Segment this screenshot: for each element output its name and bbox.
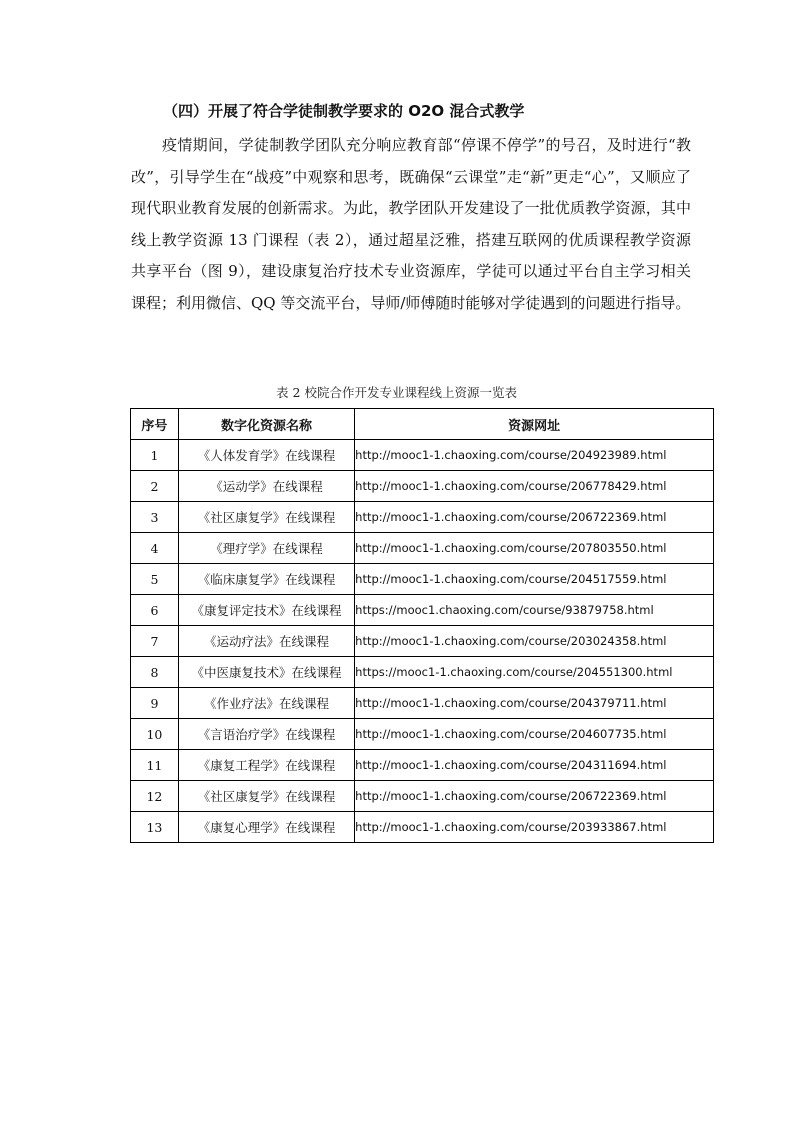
row-resource-name: 《社区康复学》在线课程 — [178, 502, 354, 533]
row-resource-name: 《康复工程学》在线课程 — [178, 750, 354, 781]
row-resource-url: http://mooc1-1.chaoxing.com/course/206722369.html — [355, 502, 714, 533]
table-caption: 表 2 校院合作开发专业课程线上资源一览表 — [276, 385, 517, 400]
row-index: 6 — [131, 595, 179, 626]
table-row — [131, 812, 714, 843]
row-index: 12 — [131, 781, 179, 812]
resource-table — [130, 408, 714, 843]
row-resource-name: 《运动学》在线课程 — [178, 471, 354, 502]
row-resource-name: 《人体发育学》在线课程 — [178, 440, 354, 471]
row-index: 9 — [131, 688, 179, 719]
table-row — [131, 750, 714, 781]
table-row — [131, 657, 714, 688]
row-index: 11 — [131, 750, 179, 781]
row-resource-name: 《中医康复技术》在线课程 — [178, 657, 354, 688]
row-resource-name: 《康复心理学》在线课程 — [178, 812, 354, 843]
row-resource-url: http://mooc1-1.chaoxing.com/course/204607735.html — [355, 719, 714, 750]
row-resource-url: http://mooc1-1.chaoxing.com/course/206722369.html — [355, 781, 714, 812]
row-resource-url: http://mooc1-1.chaoxing.com/course/207803550.html — [355, 533, 714, 564]
row-resource-url: http://mooc1-1.chaoxing.com/course/204923989.html — [355, 440, 714, 471]
row-resource-name: 《临床康复学》在线课程 — [178, 564, 354, 595]
row-index: 10 — [131, 719, 179, 750]
table-row — [131, 533, 714, 564]
row-index: 13 — [131, 812, 179, 843]
header-resource-url: 资源网址 — [355, 409, 714, 440]
row-index: 5 — [131, 564, 179, 595]
table-row — [131, 564, 714, 595]
table-row — [131, 626, 714, 657]
table-row — [131, 440, 714, 471]
row-resource-name: 《康复评定技术》在线课程 — [178, 595, 354, 626]
row-index: 2 — [131, 471, 179, 502]
table-row — [131, 471, 714, 502]
table-row — [131, 595, 714, 626]
section-heading: （四）开展了符合学徒制教学要求的 O2O 混合式教学 — [163, 102, 525, 120]
header-index: 序号 — [131, 409, 179, 440]
row-resource-url: http://mooc1-1.chaoxing.com/course/203024358.html — [355, 626, 714, 657]
row-resource-url: https://mooc1.chaoxing.com/course/93879758.html — [355, 595, 714, 626]
table-row — [131, 719, 714, 750]
table-row — [131, 781, 714, 812]
row-index: 4 — [131, 533, 179, 564]
row-index: 1 — [131, 440, 179, 471]
row-resource-name: 《作业疗法》在线课程 — [178, 688, 354, 719]
table-row — [131, 502, 714, 533]
row-resource-name: 《运动疗法》在线课程 — [178, 626, 354, 657]
row-resource-name: 《社区康复学》在线课程 — [178, 781, 354, 812]
row-resource-name: 《理疗学》在线课程 — [178, 533, 354, 564]
row-resource-url: http://mooc1-1.chaoxing.com/course/204517559.html — [355, 564, 714, 595]
row-index: 7 — [131, 626, 179, 657]
row-resource-name: 《言语治疗学》在线课程 — [178, 719, 354, 750]
row-resource-url: http://mooc1-1.chaoxing.com/course/206778429.html — [355, 471, 714, 502]
body-paragraph: 疫情期间，学徒制教学团队充分响应教育部“停课不停学”的号召，及时进行“教改”，引导学生在“战疫”中观察和思考，既确保“云课堂”走“新”更走“心”，又顺应了现代职业教育发展的创新需求。为此，教学团队开发建设了一批优质教学资源，其中线上教学资源 13 门课程（表 2），通过超星泛雅，搭建互联网的优质课程教学资源共享平台（图 9），建设康复治疗技术专业资源库，学徒可以通过平台自主学习相关课程；利用微信、QQ 等交流平台，导师/师傅随时能够对学徒遇到的问题进行指导。 — [131, 136, 691, 312]
row-resource-url: http://mooc1-1.chaoxing.com/course/204379711.html — [355, 688, 714, 719]
row-index: 3 — [131, 502, 179, 533]
header-resource-name: 数字化资源名称 — [178, 409, 354, 440]
row-resource-url: https://mooc1-1.chaoxing.com/course/204551300.html — [355, 657, 714, 688]
row-resource-url: http://mooc1-1.chaoxing.com/course/204311694.html — [355, 750, 714, 781]
row-index: 8 — [131, 657, 179, 688]
table-row — [131, 688, 714, 719]
row-resource-url: http://mooc1-1.chaoxing.com/course/203933867.html — [355, 812, 714, 843]
table-header-row — [131, 409, 714, 440]
